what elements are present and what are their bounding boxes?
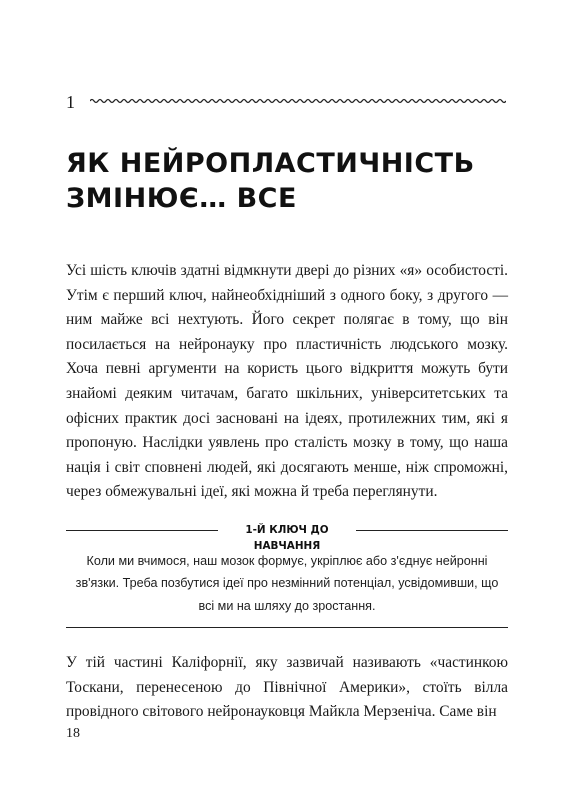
page-number: 18 [66, 726, 80, 741]
key-rule-right [356, 530, 508, 531]
chapter-title [66, 146, 506, 216]
chapter-number: 1 [66, 92, 75, 112]
key-title: 1-Й КЛЮЧ ДО НАВЧАННЯ [245, 524, 329, 552]
chapter-title-line-1: ЯК НЕЙРОПЛАСТИЧНІСТЬ [66, 148, 475, 179]
body-paragraph-1: Усі шість ключів здатні відмкнути двері до різних «я» особистості. Утім є перший ключ, найнеобхідніший з одного боку, з другого — ним майже всі нехтують. Його секрет полягає в тому, що він посилається на нейронауку про пластичність людського мозку. Хоча певні аргументи на користь цього відкриття можуть бути знайомі деяким читачам, багато шкільних, університетських та офісних практик досі засновані на ідеях, протилежних тим, які я пропоную. Наслідки уявлень про сталість мозку в тому, що наша нація і світ сповнені людей, які досягають менше, ніж спроможні, через обмежувальні ідеї, які можна й треба переглянути. [66, 262, 508, 501]
wavy-rule-decoration [90, 97, 506, 105]
key-rule-left [66, 530, 218, 531]
chapter-title-line-2: ЗМІНЮЄ… ВСЕ [66, 183, 297, 214]
body-paragraph-2: У тій частині Каліфорнії, яку зазвичай називають «частинкою Тоскани, перенесеною до Північної Америки», стоїть вілла провідного світового нейронауковця Майкла Мерзеніча. Саме він [66, 654, 508, 721]
key-title-row [66, 522, 508, 552]
key-callout-box [66, 522, 508, 628]
key-text: Коли ми вчимося, наш мозок формує, укріплює або з'єднує нейронні зв'язки. Треба позбутися ідеї про незмінний потенціал, усвідомивши, що всі ми на шляху до зростання. [75, 554, 499, 613]
chapter-header [66, 92, 506, 112]
key-bottom-rule [66, 627, 508, 628]
